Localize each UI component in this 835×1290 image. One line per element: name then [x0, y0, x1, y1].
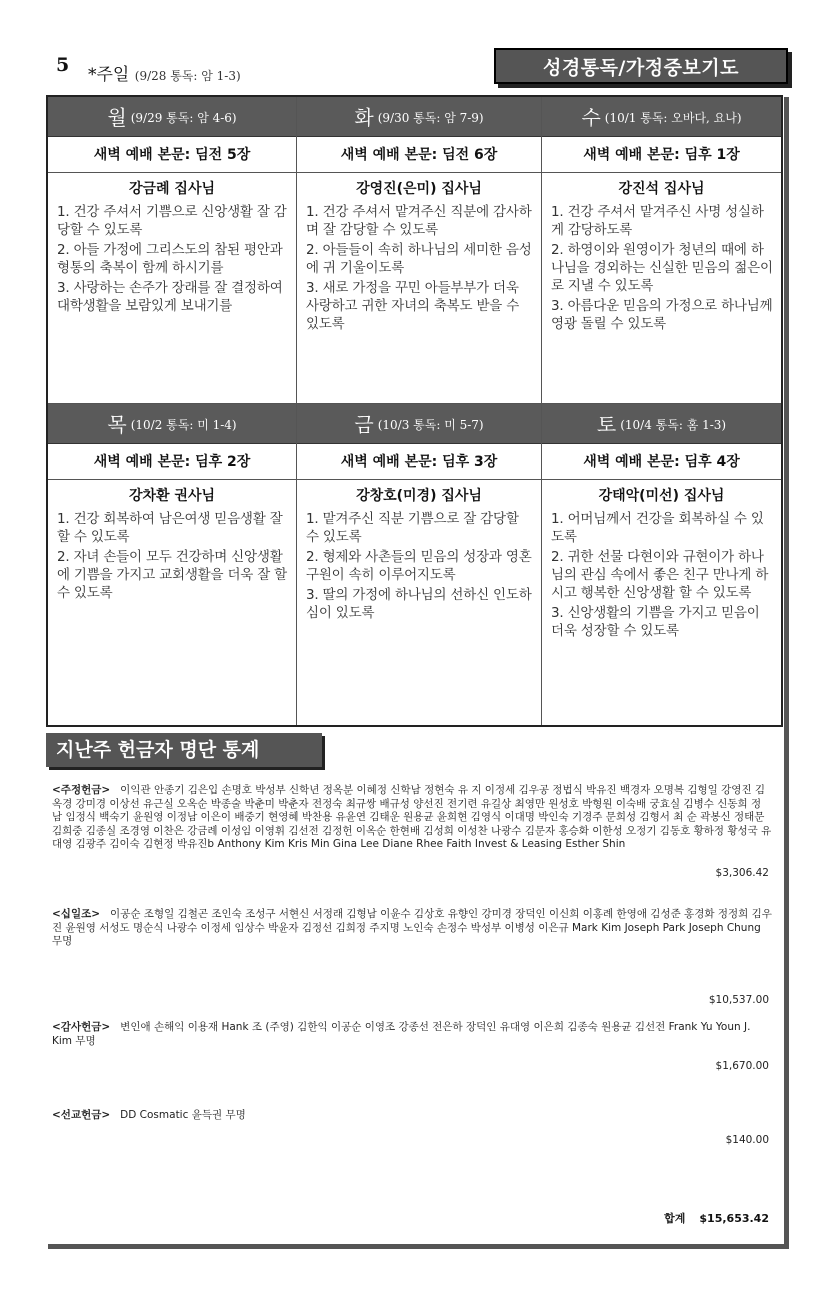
- day-name: 월: [107, 105, 127, 130]
- person-name: 강창호(미경) 집사님: [356, 488, 482, 504]
- donor-category: <십일조>: [52, 908, 101, 920]
- prayer-list: [297, 203, 541, 333]
- prayer-item: 3. 새로 가정을 꾸민 아들부부가 더욱 사랑하고 귀한 자녀의 축복도 받을 수 있도록: [306, 280, 520, 332]
- prayer-list: [542, 510, 781, 640]
- day-header: [297, 97, 541, 137]
- prayer-item: 2. 하영이와 원영이가 청년의 때에 하나님을 경외하는 신실한 믿음의 젊은이로 지낼 수 있도록: [551, 242, 773, 294]
- day-card-thu: [48, 404, 297, 725]
- donor-names: DD Cosmatic 윤득권 무명: [120, 1109, 246, 1121]
- prayer-item: 2. 귀한 선물 다현이와 규현이가 하나님의 관심 속에서 좋은 친구 만나게 하시고 행복한 신앙생활 할 수 있도록: [551, 549, 769, 601]
- day-scripture: 새벽 예배 본문: 딤후 1장: [542, 137, 781, 173]
- donor-category: <감사헌금>: [52, 1021, 111, 1033]
- day-reading: (9/29 통독: 암 4-6): [130, 110, 237, 125]
- prayer-item: 3. 사랑하는 손주가 장래를 잘 결정하여 대학생활을 보람있게 보내기를: [57, 280, 283, 314]
- donor-group-thanks: [52, 1021, 772, 1048]
- day-card-sat: [542, 404, 781, 725]
- donor-amount: $3,306.42: [715, 867, 769, 879]
- day-name: 수: [581, 105, 601, 130]
- prayer-list: [542, 203, 781, 333]
- person-name: 강금례 집사님: [128, 181, 216, 197]
- day-name: 토: [596, 412, 617, 437]
- prayer-item: 3. 딸의 가정에 하나님의 선하신 인도하심이 있도록: [306, 587, 532, 621]
- day-card-fri: [297, 404, 542, 725]
- day-reading: (10/3 통독: 미 5-7): [377, 417, 484, 432]
- prayer-item: 3. 신앙생활의 기쁨을 가지고 믿음이 더욱 성장할 수 있도록: [551, 605, 760, 639]
- donor-names: 이공순 조형일 김철곤 조인숙 조성구 서현신 서정래 김형남 이윤수 김상호 유향인 강미경 장덕인 이신희 이홍례 한영애 김성준 홍경화 정정희 김우진 윤원영 서성도 명순식 나광수 이정세 임상수 박윤자 김정선 김희정 주지명 노인숙 손정수 박성부 이병성 이은규 Mark Kim Joseph Park Joseph Chung 무명: [52, 908, 772, 947]
- prayer-list: [297, 510, 541, 622]
- day-header: [542, 404, 781, 444]
- prayer-item: 1. 건강 주셔서 기쁨으로 신앙생활 잘 감당할 수 있도록: [57, 204, 287, 238]
- day-header: [542, 97, 781, 137]
- sunday-reading-text: (9/28 통독: 암 1-3): [134, 69, 241, 83]
- total-amount: $15,653.42: [699, 1212, 769, 1225]
- day-card-mon: [48, 97, 297, 404]
- page-shadow-bottom: [48, 1244, 789, 1249]
- prayer-item: 2. 형제와 사촌들의 믿음의 성장과 영혼구원이 속히 이루어지도록: [306, 549, 532, 583]
- prayer-item: 1. 건강 주셔서 맡겨주신 직분에 감사하며 잘 감당할 수 있도록: [306, 204, 532, 238]
- prayer-item: 1. 맡겨주신 직분 기쁨으로 잘 감당할 수 있도록: [306, 511, 519, 545]
- page-number: 5: [56, 54, 70, 76]
- person-name: 강영진(은미) 집사님: [356, 181, 482, 197]
- day-scripture: 새벽 예배 본문: 딤후 2장: [48, 444, 296, 480]
- donor-category: <선교헌금>: [52, 1109, 111, 1121]
- donation-total: [664, 1210, 769, 1226]
- day-reading: (9/30 통독: 암 7-9): [377, 110, 484, 125]
- day-scripture: 새벽 예배 본문: 딤전 5장: [48, 137, 296, 173]
- day-name: 목: [107, 412, 127, 437]
- person-name: 강차환 권사님: [128, 488, 216, 504]
- day-reading: (10/4 통독: 홈 1-3): [620, 417, 727, 432]
- prayer-item: 2. 아들 가정에 그리스도의 참된 평안과 형통의 축복이 함께 하시기를: [57, 242, 283, 276]
- day-name: 금: [354, 412, 374, 437]
- day-header: [48, 97, 296, 137]
- person-name: 강진석 집사님: [618, 181, 705, 197]
- day-scripture: 새벽 예배 본문: 딤후 3장: [297, 444, 541, 480]
- total-label: 합계: [664, 1212, 686, 1225]
- section-banner: 성경통독/가정중보기도: [494, 48, 788, 84]
- donor-amount: $140.00: [725, 1134, 769, 1146]
- donor-names: 변인애 손해익 이용재 Hank 조 (주영) 김한익 이공순 이영조 강종선 전은하 장덕인 유대영 이은희 김종숙 원용균 김선전 Frank Yu Youn J. Kim 무명: [52, 1021, 751, 1047]
- donor-group-tithe: [52, 908, 772, 949]
- person-name: 강태악(미선) 집사님: [598, 488, 725, 504]
- prayer-item: 2. 자녀 손들이 모두 건강하며 신앙생활에 기쁨을 가지고 교회생활을 더욱 잘 할 수 있도록: [57, 549, 288, 601]
- prayer-grid: [46, 95, 783, 727]
- donation-title: 지난주 헌금자 명단 통계: [46, 733, 322, 767]
- day-reading: (10/2 통독: 미 1-4): [130, 417, 237, 432]
- donor-group-weekly: [52, 784, 772, 852]
- day-card-tue: [297, 97, 542, 404]
- sunday-label: *주일: [88, 65, 130, 85]
- donor-amount: $1,670.00: [715, 1060, 769, 1072]
- day-name: 화: [354, 105, 374, 130]
- sunday-reading: [88, 60, 241, 85]
- page-shadow-right: [784, 97, 789, 1247]
- prayer-item: 1. 어머님께서 건강을 회복하실 수 있도록: [551, 511, 764, 545]
- prayer-list: [48, 510, 296, 602]
- prayer-list: [48, 203, 296, 315]
- donor-group-mission: [52, 1109, 772, 1123]
- prayer-item: 2. 아들들이 속히 하나님의 세미한 음성에 귀 기울이도록: [306, 242, 532, 276]
- day-scripture: 새벽 예배 본문: 딤후 4장: [542, 444, 781, 480]
- day-reading: (10/1 통독: 오바다, 요나): [604, 110, 742, 125]
- donor-category: <주정헌금>: [52, 784, 111, 796]
- day-header: [48, 404, 296, 444]
- donor-amount: $10,537.00: [708, 994, 769, 1006]
- day-scripture: 새벽 예배 본문: 딤전 6장: [297, 137, 541, 173]
- prayer-item: 1. 건강 주셔서 맡겨주신 사명 성실하게 감당하도록: [551, 204, 764, 238]
- day-card-wed: [542, 97, 781, 404]
- donor-names: 이익관 안종기 김은입 손명호 박성부 신학년 정옥분 이혜정 신학남 정현숙 유 지 이정세 김우공 정법식 박유진 백경자 오명복 김형일 강영진 김옥경 강미경 이상선 유근실 오옥순 박종술 박춘미 박춘자 전정숙 최규쌍 배규성 양선진 전기련 유길상 최영만 원성호 박형원 이숙배 궁효실 김병수 신동희 정 남 임정식 백숙기 윤원영 이정남 이은이 배중기 현영혜 박찬용 유윤연 김태운 원용균 윤희현 김영식 이대명 박인숙 기경주 문희성 김형서 최 순 곽봉신 정태문 김희중 김종실 조경영 이찬은 강금례 이성임 이영휘 김선전 김정헌 이옥순 한현배 김성희 이성찬 나광수 김문자 홍승화 이한성 오정기 김동호 황하정 황성국 유대영 김광주 김이숙 김현정 박유진b Anthony Kim Kris Min Gina Lee Diane Rhee Faith Invest & Leasing Esther Shin: [52, 784, 772, 850]
- prayer-item: 3. 아름다운 믿음의 가정으로 하나님께 영광 돌릴 수 있도록: [551, 298, 773, 332]
- prayer-item: 1. 건강 회복하여 남은여생 믿음생활 잘할 수 있도록: [57, 511, 283, 545]
- day-header: [297, 404, 541, 444]
